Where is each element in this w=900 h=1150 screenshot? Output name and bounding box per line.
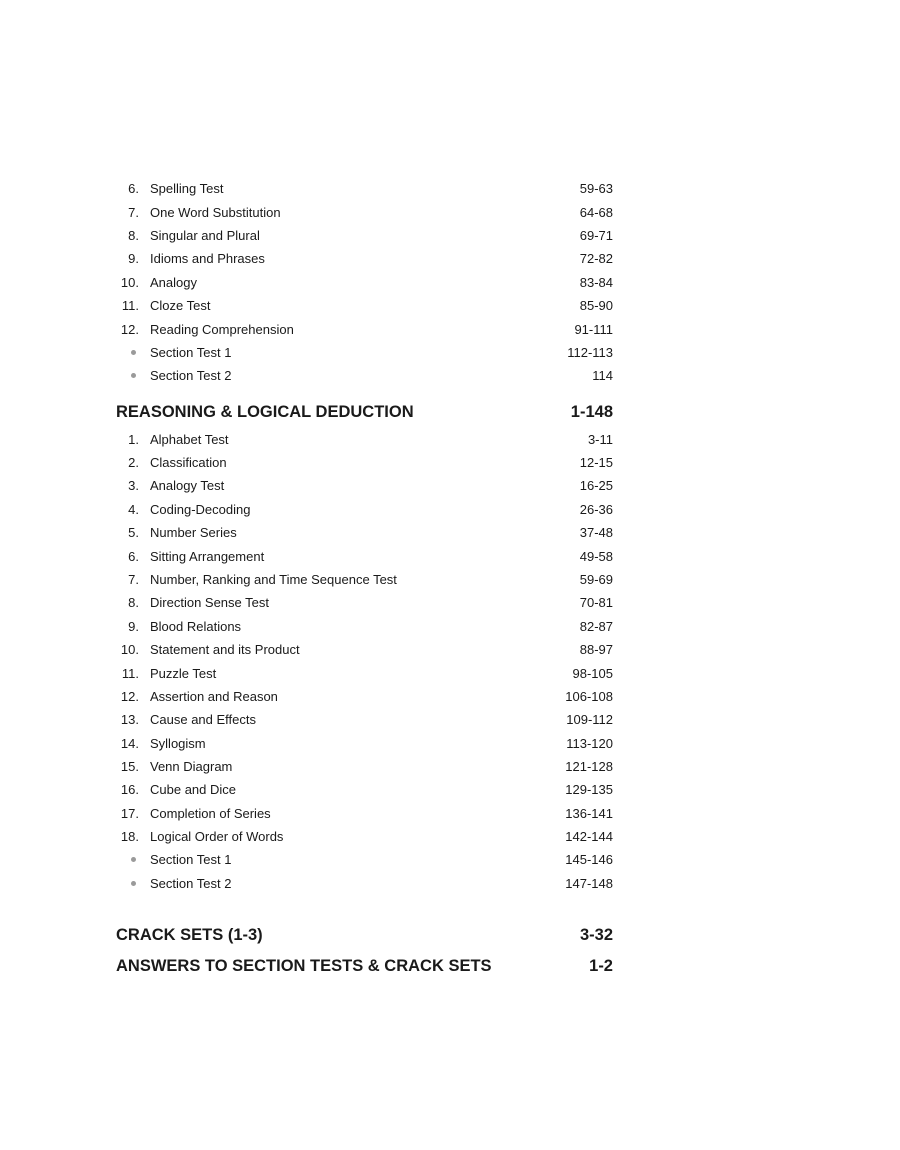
entry-title: Section Test 2 bbox=[150, 876, 232, 891]
section-heading-pages: 3-32 bbox=[579, 926, 613, 944]
entry-pages: 3-11 bbox=[587, 432, 613, 447]
toc-entry bbox=[0, 732, 900, 755]
entry-pages: 82-87 bbox=[579, 619, 613, 634]
entry-pages: 114 bbox=[592, 368, 613, 383]
toc-entry-section-test bbox=[0, 341, 900, 364]
entry-pages: 16-25 bbox=[579, 478, 613, 493]
entry-pages: 147-148 bbox=[565, 876, 613, 891]
entry-number: 14. bbox=[120, 736, 139, 751]
section-heading-title: ANSWERS TO SECTION TESTS & CRACK SETS bbox=[116, 957, 492, 975]
entry-number: 6. bbox=[128, 181, 139, 196]
entry-title: One Word Substitution bbox=[150, 205, 281, 220]
entry-pages: 98-105 bbox=[572, 666, 613, 681]
entry-number: 8. bbox=[128, 228, 139, 243]
toc-entry bbox=[0, 755, 900, 778]
toc-entry bbox=[0, 708, 900, 731]
entry-number: 1. bbox=[128, 432, 139, 447]
section-heading-reasoning bbox=[0, 399, 900, 425]
entry-title: Sitting Arrangement bbox=[150, 549, 265, 564]
toc-entry bbox=[0, 451, 900, 474]
toc-entry bbox=[0, 638, 900, 661]
toc-entry bbox=[0, 591, 900, 614]
toc-entry-section-test bbox=[0, 364, 900, 387]
entry-title: Venn Diagram bbox=[150, 759, 233, 774]
bullet-icon bbox=[131, 881, 136, 886]
entry-number: 9. bbox=[128, 251, 139, 266]
bullet-icon bbox=[131, 350, 136, 355]
entry-pages: 59-69 bbox=[579, 572, 613, 587]
entry-pages: 145-146 bbox=[565, 852, 613, 867]
toc-entry bbox=[0, 615, 900, 638]
entry-pages: 112-113 bbox=[567, 345, 613, 360]
entry-pages: 59-63 bbox=[579, 181, 613, 196]
entry-number: 9. bbox=[128, 619, 139, 634]
entry-title: Analogy bbox=[150, 275, 197, 290]
section-heading-crack-sets bbox=[0, 922, 900, 948]
entry-title: Coding-Decoding bbox=[150, 502, 251, 517]
entry-title: Alphabet Test bbox=[150, 432, 229, 447]
entry-pages: 129-135 bbox=[565, 782, 613, 797]
entry-title: Syllogism bbox=[150, 736, 206, 751]
entry-pages: 113-120 bbox=[566, 736, 613, 751]
entry-number: 12. bbox=[120, 322, 139, 337]
toc-entry bbox=[0, 428, 900, 451]
entry-pages: 64-68 bbox=[579, 205, 613, 220]
entry-title: Completion of Series bbox=[150, 806, 271, 821]
entry-number: 6. bbox=[128, 549, 139, 564]
bullet-icon bbox=[131, 373, 136, 378]
entry-title: Cube and Dice bbox=[150, 782, 236, 797]
entry-number: 8. bbox=[128, 595, 139, 610]
entry-pages: 49-58 bbox=[579, 549, 613, 564]
entry-number: 18. bbox=[120, 829, 139, 844]
entry-pages: 72-82 bbox=[579, 251, 613, 266]
toc-entry bbox=[0, 545, 900, 568]
toc-entry bbox=[0, 294, 900, 317]
toc-entry bbox=[0, 318, 900, 341]
entry-number: 2. bbox=[128, 455, 139, 470]
toc-entry bbox=[0, 825, 900, 848]
entry-pages: 142-144 bbox=[565, 829, 613, 844]
entry-pages: 136-141 bbox=[565, 806, 613, 821]
entry-pages: 12-15 bbox=[579, 455, 613, 470]
entry-title: Blood Relations bbox=[150, 619, 242, 634]
entry-number: 4. bbox=[128, 502, 139, 517]
entry-title: Spelling Test bbox=[150, 181, 224, 196]
entry-title: Direction Sense Test bbox=[150, 595, 269, 610]
entry-pages: 69-71 bbox=[579, 228, 613, 243]
entry-pages: 37-48 bbox=[579, 525, 613, 540]
section-heading-title: CRACK SETS (1-3) bbox=[116, 926, 263, 944]
entry-title: Number Series bbox=[150, 525, 237, 540]
entry-title: Puzzle Test bbox=[150, 666, 217, 681]
toc-entry bbox=[0, 685, 900, 708]
toc-entry-section-test bbox=[0, 848, 900, 871]
entry-number: 10. bbox=[120, 642, 139, 657]
entry-number: 11. bbox=[121, 666, 139, 681]
entry-title: Number, Ranking and Time Sequence Test bbox=[150, 572, 397, 587]
entry-title: Statement and its Product bbox=[150, 642, 300, 657]
entry-number: 7. bbox=[128, 205, 139, 220]
entry-title: Section Test 2 bbox=[150, 368, 232, 383]
entry-pages: 91-111 bbox=[574, 322, 613, 337]
entry-title: Logical Order of Words bbox=[150, 829, 284, 844]
entry-number: 5. bbox=[128, 525, 139, 540]
entry-title: Cause and Effects bbox=[150, 712, 256, 727]
entry-title: Analogy Test bbox=[150, 478, 225, 493]
entry-number: 12. bbox=[120, 689, 139, 704]
toc-entry bbox=[0, 778, 900, 801]
toc-entry-section-test bbox=[0, 872, 900, 895]
section-heading-answers bbox=[0, 953, 900, 979]
entry-number: 17. bbox=[120, 806, 139, 821]
entry-title: Reading Comprehension bbox=[150, 322, 294, 337]
entry-number: 10. bbox=[120, 275, 139, 290]
entry-title: Section Test 1 bbox=[150, 852, 232, 867]
toc-entry bbox=[0, 201, 900, 224]
toc-entry bbox=[0, 521, 900, 544]
entry-number: 13. bbox=[120, 712, 139, 727]
entry-number: 7. bbox=[128, 572, 139, 587]
section-heading-pages: 1-2 bbox=[589, 957, 613, 975]
entry-pages: 26-36 bbox=[579, 502, 613, 517]
toc-entry bbox=[0, 662, 900, 685]
toc-entry bbox=[0, 224, 900, 247]
entry-pages: 83-84 bbox=[579, 275, 613, 290]
entry-pages: 121-128 bbox=[565, 759, 613, 774]
entry-pages: 88-97 bbox=[579, 642, 613, 657]
entry-pages: 106-108 bbox=[565, 689, 613, 704]
toc-entry bbox=[0, 247, 900, 270]
entry-number: 3. bbox=[128, 478, 139, 493]
entry-number: 11. bbox=[121, 298, 139, 313]
entry-title: Section Test 1 bbox=[150, 345, 232, 360]
entry-title: Idioms and Phrases bbox=[150, 251, 265, 266]
entry-pages: 85-90 bbox=[579, 298, 613, 313]
toc-entry bbox=[0, 177, 900, 200]
entry-title: Cloze Test bbox=[150, 298, 211, 313]
entry-pages: 109-112 bbox=[566, 712, 613, 727]
toc-entry bbox=[0, 474, 900, 497]
toc-entry bbox=[0, 568, 900, 591]
toc-entry bbox=[0, 498, 900, 521]
entry-number: 16. bbox=[120, 782, 139, 797]
entry-title: Assertion and Reason bbox=[150, 689, 278, 704]
bullet-icon bbox=[131, 857, 136, 862]
entry-title: Classification bbox=[150, 455, 227, 470]
entry-title: Singular and Plural bbox=[150, 228, 260, 243]
toc-entry bbox=[0, 802, 900, 825]
section-heading-title: REASONING & LOGICAL DEDUCTION bbox=[116, 403, 414, 421]
section-heading-pages: 1-148 bbox=[570, 403, 613, 421]
toc-entry bbox=[0, 271, 900, 294]
entry-pages: 70-81 bbox=[579, 595, 613, 610]
entry-number: 15. bbox=[120, 759, 139, 774]
